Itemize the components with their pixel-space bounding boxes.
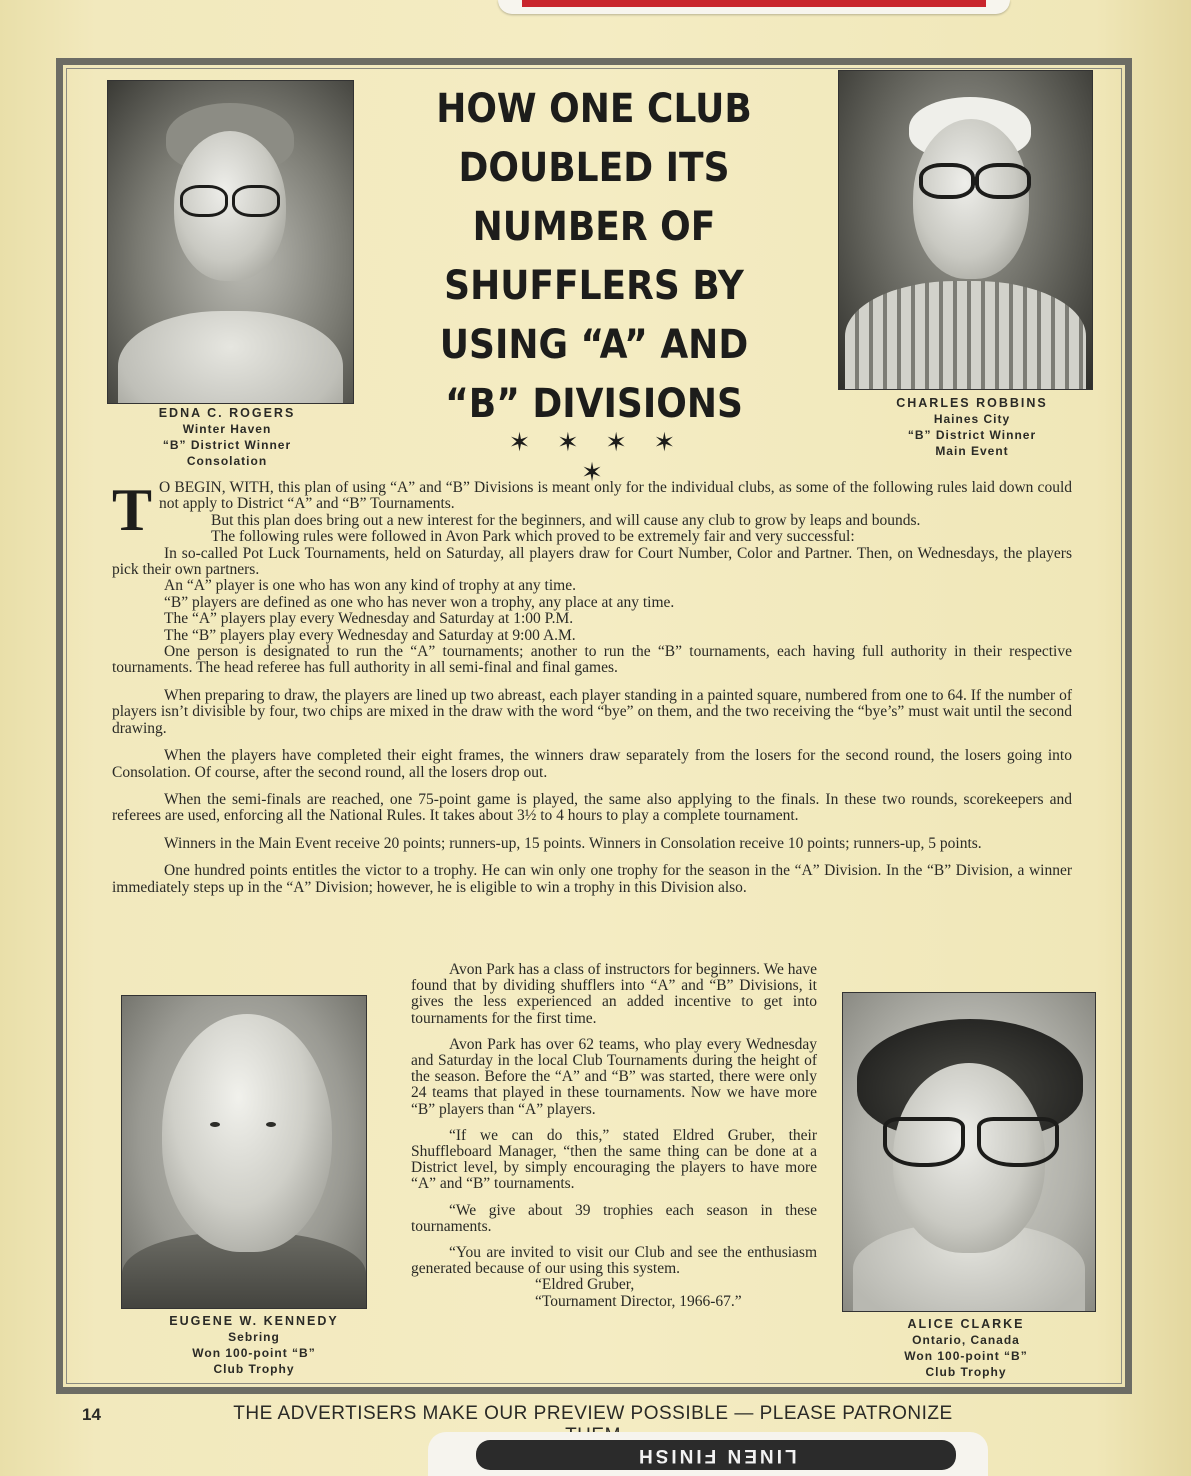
column-paragraph: “If we can do this,” stated Eldred Gruber, their Shuffleboard Manager, “then the same thing can be done at a District level, by simply encouraging the players to have more “A” and “B” tournaments. [411,1126,817,1193]
caption-edna-rogers [132,405,322,469]
caption-event: Main Event [935,444,1009,458]
intro-text: O BEGIN, WITH, this plan of using “A” and “B” Divisions is meant only for the individual clubs, as some of the following rules laid down could not apply to District “A” and “B” Tournaments. [159,479,1072,513]
paragraph: One person is designated to run the “A” tournaments; another to run the “B” tournaments, each having full authority in their respective tournaments. The head referee has full authority in all semi-final and final games. [112,643,1072,677]
headline-line: DOUBLED ITS [458,145,730,191]
page-footer: THE ADVERTISERS MAKE OUR PREVIEW POSSIBLE — PLEASE PATRONIZE [233,1403,953,1424]
paragraph: The following rules were followed in Avon Park which proved to be extremely fair and very successful: [211,528,855,546]
paragraph: When the players have completed their eight frames, the winners draw separately from the losers for the second round, the losers going into Consolation. Of course, after the second round, all the losers drop out. [112,747,1072,781]
caption-alice-clarke [856,1316,1076,1380]
paragraph: The “A” players play every Wednesday and Saturday at 1:00 P.M. [164,610,574,628]
headline-line: SHUFFLERS BY [444,263,744,309]
caption-name: EDNA C. ROGERS [158,406,296,420]
caption-city: Ontario, Canada [912,1333,1020,1347]
photo-alice-clarke [842,992,1096,1312]
headline-line: HOW ONE CLUB [436,86,752,132]
drop-cap: T [112,477,153,543]
signature-title: “Tournament Director, 1966-67.” [535,1292,742,1310]
column-paragraph: Avon Park has over 62 teams, who play every Wednesday and Saturday in the local Club Tournaments during the height of the season. Before the “A” and “B” was started, there were only 24 teams that played in these tournaments. Now we have more “B” players than “A” players. [411,1035,817,1118]
column-paragraph: “We give about 39 trophies each season in these tournaments. [411,1201,817,1235]
caption-event: Consolation [186,454,268,468]
caption-city: Sebring [228,1330,280,1344]
article-headline [436,80,753,434]
paragraph: The “B” players play every Wednesday and Saturday at 9:00 A.M. [164,626,576,644]
caption-city: Winter Haven [182,422,272,436]
column-paragraph: Avon Park has a class of instructors for beginners. We have found that by dividing shufflers into “A” and “B” Divisions, it gives the less experienced an added incentive to get into tournaments for the first time. [411,961,817,1027]
caption-event: Club Trophy [925,1365,1007,1379]
paragraph: But this plan does bring out a new interest for the beginners, and will cause any club to grow by leaps and bounds. [211,511,921,529]
column-paragraph: “You are invited to visit our Club and see the enthusiasm generated because of our using this system. [411,1244,817,1278]
headline-line: NUMBER OF [472,204,716,250]
paragraph: When preparing to draw, the players are lined up two abreast, each player standing in a painted square, numbered from one to 64. If the number of players isn’t divisible by four, two chips are mixed in the draw with the word “bye” on them, and the two receiving the “bye’s” must wait until the second drawing. [112,686,1072,737]
caption-charles-robbins [862,395,1082,459]
page-number: 14 [82,1405,101,1424]
photo-eugene-kennedy [121,995,367,1309]
signature-name: “Eldred Gruber, [535,1276,635,1294]
paragraph: One hundred points entitles the victor to a trophy. He can win only one trophy for the season in the “A” Division. In the “B” Division, a winner immediately steps up in the “A” Division; however, he is eligible to win a trophy in this Division also. [112,862,1072,896]
caption-title: “B” District Winner [162,438,292,452]
caption-name: ALICE CLARKE [907,1317,1025,1331]
linen-finish-label [476,1440,956,1470]
top-binder-tab [498,0,1010,14]
linen-finish-text: LINEN FINISH [635,1445,797,1466]
star-divider: ✶ ✶ ✶ ✶ ✶ [508,428,686,487]
paragraph: An “A” player is one who has won any kind of trophy at any time. [164,577,576,595]
caption-name: EUGENE W. KENNEDY [169,1314,339,1328]
caption-name: CHARLES ROBBINS [896,396,1048,410]
signature [411,1277,817,1309]
caption-title: Won 100-point “B” [904,1349,1028,1363]
paragraph: When the semi-finals are reached, one 75-point game is played, the same also applying to the finals. In these two rounds, scorekeepers and referees are used, enforcing all the National Rules. It takes about 3½ to 4 hours to play a complete tournament. [112,790,1072,825]
photo-edna-rogers [107,80,354,404]
headline-line: USING “A” AND [439,322,749,368]
article-body [112,477,1072,896]
headline-line: “B” DIVISIONS [445,381,743,427]
paragraph: “B” players are defined as one who has never won a trophy, any place at any time. [164,593,675,611]
caption-event: Club Trophy [213,1362,295,1376]
caption-city: Haines City [933,412,1011,426]
paragraph: Winners in the Main Event receive 20 points; runners-up, 15 points. Winners in Consolation receive 10 points; runners-up, 5 points. [164,834,982,852]
photo-charles-robbins [838,70,1093,390]
caption-eugene-kennedy [144,1313,364,1377]
article-column [411,962,817,1310]
paragraph: In so-called Pot Luck Tournaments, held on Saturday, all players draw for Court Number, Color and Partner. Then, on Wednesdays, the players pick their own partners. [112,544,1072,579]
caption-title: “B” District Winner [907,428,1037,442]
caption-title: Won 100-point “B” [192,1346,316,1360]
